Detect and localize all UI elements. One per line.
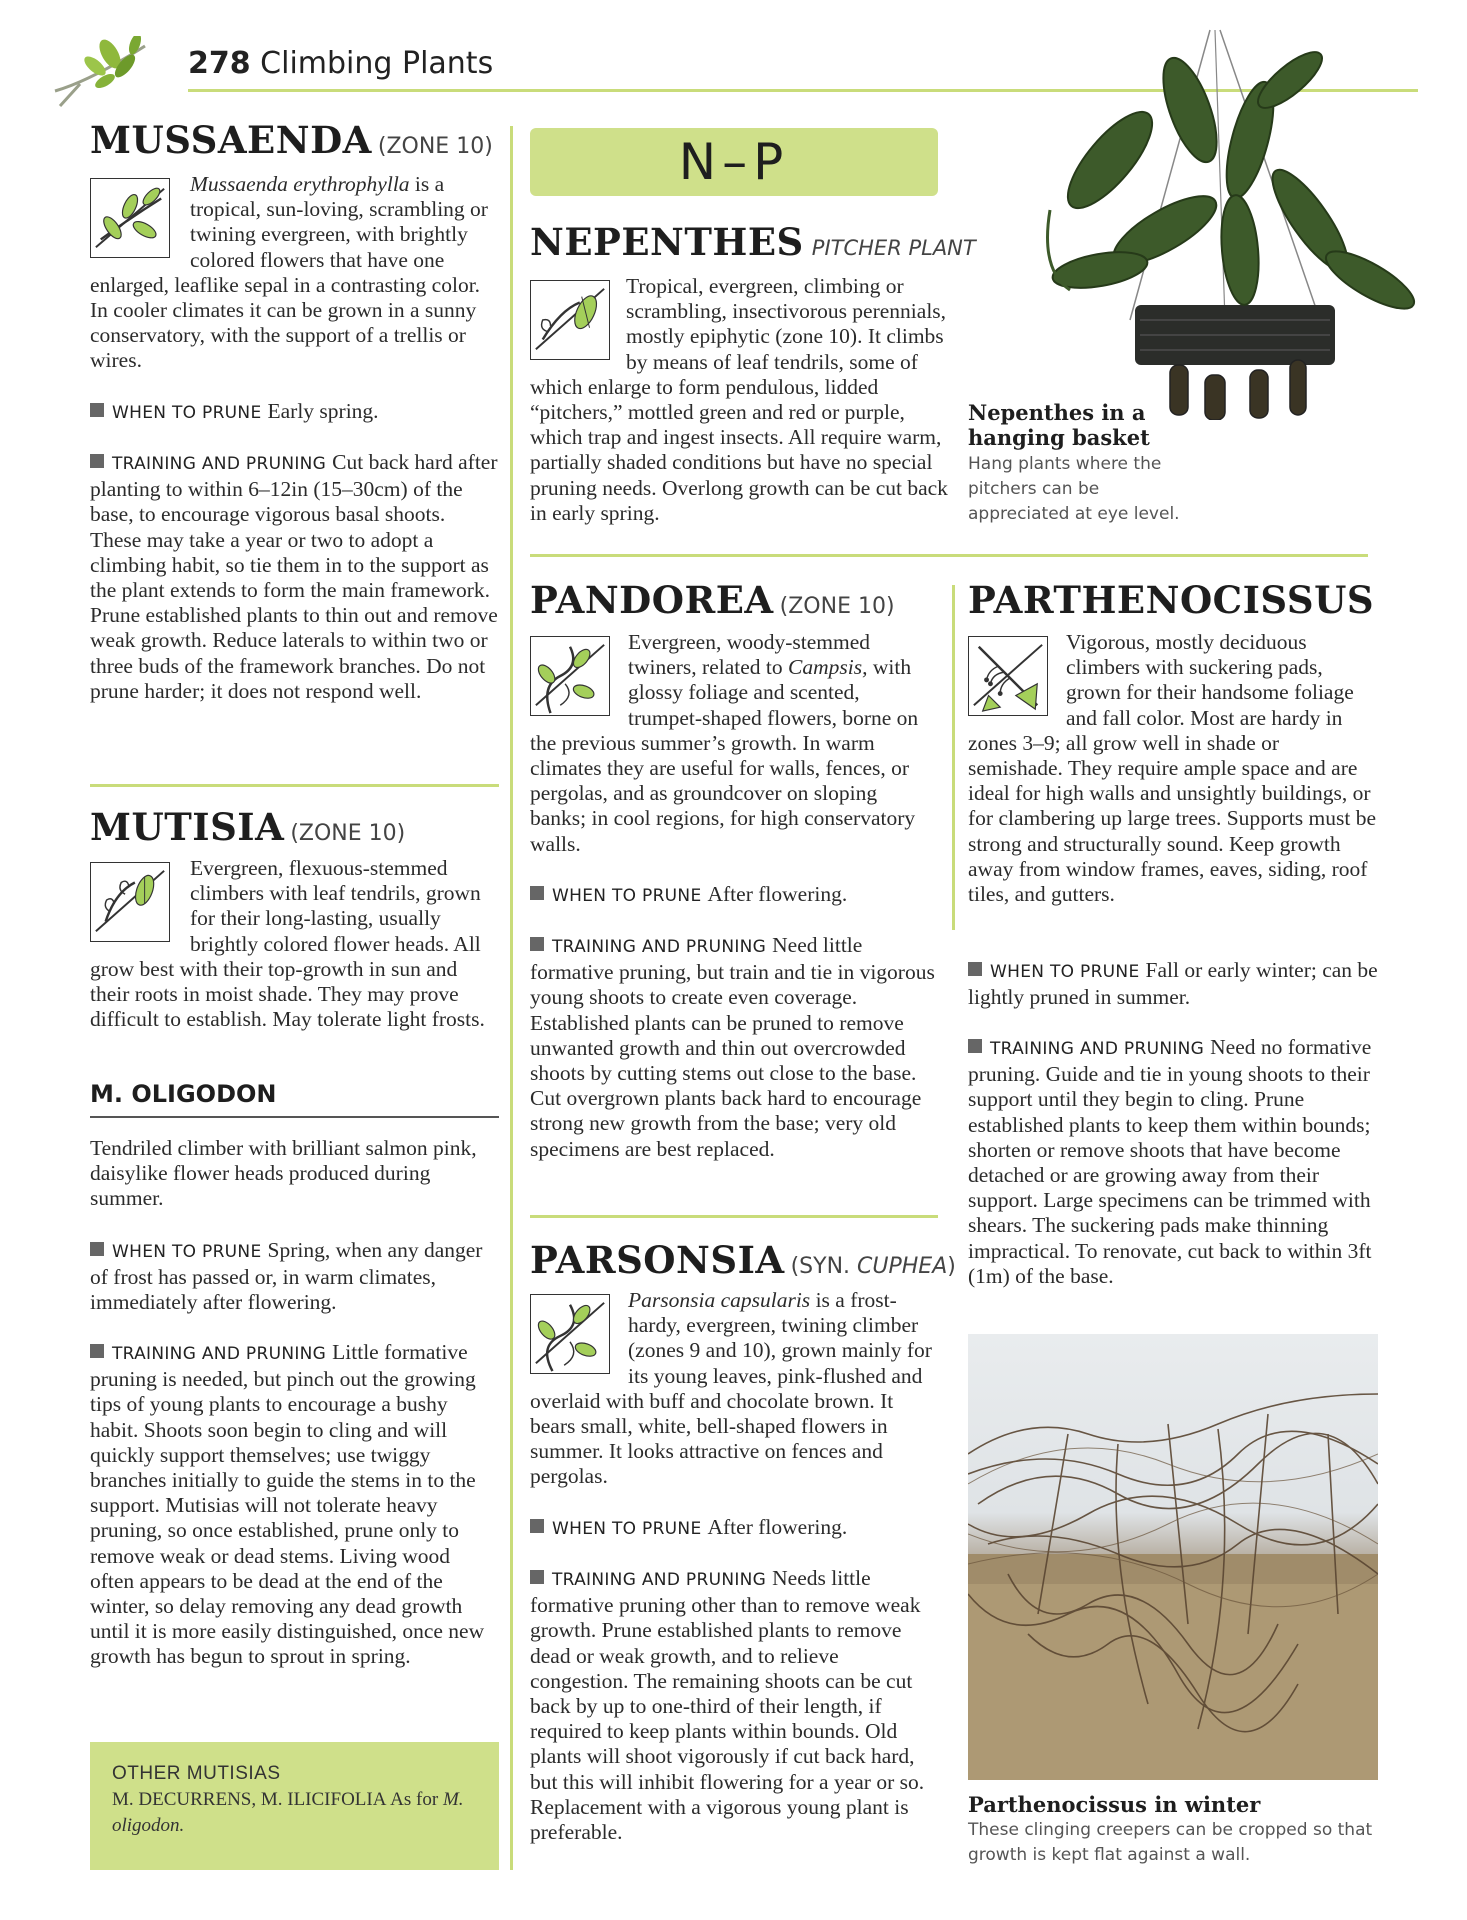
bullet-square-icon: [90, 1344, 104, 1358]
icon-spacer: [530, 274, 626, 358]
bullet-square-icon: [530, 1519, 544, 1533]
parsonsia-when: [530, 1515, 938, 1542]
syn-prefix: (SYN.: [790, 1254, 851, 1279]
parthenocissus-when: [968, 958, 1378, 1010]
training-label: TRAINING AND PRUNING: [112, 454, 327, 474]
entry-zone: (ZONE 10): [779, 594, 895, 619]
section-rule-mussaenda: [90, 784, 499, 787]
intro-italic: Campsis,: [788, 655, 868, 680]
m-oligodon-intro: [90, 1136, 499, 1212]
entry-common-name: PITCHER PLANT: [811, 236, 976, 260]
training-text: Cut back hard after planting to within 6–12in (15–30cm) of the base, to encourage vigorous basal shoots. These may take a year or two to adopt a climbing habit, so tie them in to the support as the plant extends to form the main framework. Prune established plants to thin out and remove weak growth. Reduce laterals to within two or three buds of the framework branches. Do not prune harder; it does not respond well.: [90, 450, 498, 703]
mussaenda-intro: [90, 172, 499, 374]
mussaenda-training: [90, 450, 499, 704]
bullet-square-icon: [530, 886, 544, 900]
mussaenda-when: [90, 399, 499, 426]
entry-title-mussaenda: [90, 118, 493, 162]
icon-spacer: [968, 630, 1066, 716]
when-label: WHEN TO PRUNE: [990, 962, 1140, 982]
training-label: TRAINING AND PRUNING: [552, 937, 767, 957]
entry-name: PARSONSIA: [530, 1238, 785, 1282]
pandorea-when: [530, 882, 938, 909]
training-text: Need no formative pruning. Guide and tie in young shoots to their support until they begin to cling. Prune established plants to keep them within bounds; shorten or remove shoots that have become detached or are growing away from their support. Large specimens can be trimmed with shears. The suckering pads make thinning impractical. To renovate, cut back to within 3ft (1m) of the base.: [968, 1035, 1372, 1288]
when-label: WHEN TO PRUNE: [112, 403, 262, 423]
training-label: TRAINING AND PRUNING: [112, 1344, 327, 1364]
other-as-for: As for: [390, 1789, 439, 1810]
nepenthes-intro: [530, 274, 962, 526]
botanical-name: Parsonsia capsularis: [628, 1288, 811, 1312]
bullet-square-icon: [530, 937, 544, 951]
training-label: TRAINING AND PRUNING: [552, 1570, 767, 1590]
other-mutisias-title: OTHER MUTISIAS: [112, 1763, 281, 1784]
when-label: WHEN TO PRUNE: [552, 1519, 702, 1539]
page-header-text: [188, 46, 493, 81]
parthenocissus-intro: [968, 630, 1378, 907]
when-text: Early spring.: [267, 399, 379, 423]
parthenocissus-caption-title: Parthenocissus in winter: [968, 1792, 1261, 1817]
entry-title-mutisia: [90, 805, 405, 849]
sub-intro-text: Tendriled climber with brilliant salmon pink, daisylike flower heads produced during summer.: [90, 1136, 477, 1211]
entry-name: PARTHENOCISSUS: [968, 578, 1375, 622]
icon-spacer: [530, 630, 628, 716]
alphabet-section-banner: [530, 128, 938, 196]
parthenocissus-caption-text: These clinging creepers can be cropped so that growth is kept flat against a wall.: [968, 1820, 1373, 1865]
intro-text: Tropical, evergreen, climbing or scrambling, insectivorous perennials, mostly epiphytic (zone 10). It climbs by means of leaf tendrils, some of which enlarge to form pendulous, lidded “pitchers,” mottled green and red or purple, which trap and ingest insects. All require warm, partially shaded conditions but have no special pruning needs. Overlong growth can be cut back in early spring.: [530, 274, 948, 525]
other-species-names: M. DECURRENS, M. ILICIFOLIA: [112, 1789, 387, 1810]
when-text: Fall or early winter; can be lightly pruned in summer.: [968, 958, 1378, 1010]
entry-zone: (ZONE 10): [377, 134, 493, 159]
nepenthes-hanging-basket-photo: [990, 20, 1430, 420]
entry-synonym: [791, 1254, 956, 1279]
parsonsia-intro: [530, 1288, 938, 1490]
bullet-square-icon: [90, 454, 104, 468]
icon-spacer: [90, 856, 190, 942]
syn-suffix: ): [947, 1254, 956, 1279]
training-text: Needs little formative pruning other than to remove weak growth. Prune established plants to remove dead or weak growth, and to relieve congestion. The remaining shoots can be cut back by up to one-third of their length, if required to keep plants within bounds. Old plants will shoot vigorously if cut back hard, but this will inhibit flowering for a year or so. Replacement with a vigorous young plant is preferable.: [530, 1566, 925, 1845]
syn-name: CUPHEA: [857, 1254, 948, 1279]
section-title: Climbing Plants: [260, 46, 494, 81]
bullet-square-icon: [530, 1570, 544, 1584]
nepenthes-caption-title: Nepenthes in a hanging basket: [968, 400, 1150, 450]
bullet-square-icon: [90, 403, 104, 417]
when-text: Spring, when any danger of frost has passed or, in warm climates, immediately after flowering.: [90, 1238, 483, 1315]
entry-zone: (ZONE 10): [290, 821, 406, 846]
other-mutisias-text: [112, 1787, 477, 1839]
when-text: After flowering.: [707, 1515, 848, 1539]
botanical-name: Mussaenda erythrophylla: [190, 172, 410, 196]
training-label: TRAINING AND PRUNING: [990, 1039, 1205, 1059]
subentry-rule: [90, 1116, 499, 1118]
intro-text: is a tropical, sun-loving, scrambling or twining evergreen, with brightly colored flowers that have one enlarged, leaflike sepal in a contrasting color. In cooler climates it can be grown in a sunny conservatory, with the support of a trellis or wires.: [90, 172, 488, 373]
pandorea-intro: [530, 630, 938, 857]
bullet-square-icon: [968, 962, 982, 976]
mutisia-intro: [90, 856, 499, 1032]
entry-title-parsonsia: [530, 1238, 956, 1282]
pandorea-training: [530, 933, 938, 1162]
when-text: After flowering.: [707, 882, 848, 906]
banner-letters: N–P: [678, 133, 790, 191]
parthenocissus-winter-photo: [968, 1334, 1378, 1780]
intro-text-b: with glossy foliage and scented, trumpet-shaped flowers, borne on the previous summer’s growth. In warm climates they are useful for walls, fences, or pergolas, and as groundcover on sloping banks; in cool regions, for high conservatory walls.: [530, 655, 919, 856]
parthenocissus-training: [968, 1035, 1378, 1289]
subentry-title-m-oligodon: M. OLIGODON: [90, 1080, 277, 1108]
when-label: WHEN TO PRUNE: [112, 1242, 262, 1262]
entry-name: MUSSAENDA: [90, 118, 372, 162]
column-divider-left: [510, 126, 513, 1870]
entry-title-parthenocissus: [968, 578, 1374, 622]
icon-spacer: [530, 1288, 628, 1374]
section-rule-pandorea: [530, 1215, 938, 1218]
entry-name: MUTISIA: [90, 805, 285, 849]
other-mutisias-box: [90, 1742, 499, 1870]
other-reference: M. oligodon.: [112, 1789, 464, 1836]
mutisia-when: [90, 1238, 499, 1316]
when-label: WHEN TO PRUNE: [552, 886, 702, 906]
entry-title-pandorea: [530, 578, 895, 622]
intro-text: is a frost-hardy, evergreen, twining climber (zones 9 and 10), grown mainly for its young leaves, pink-flushed and overlaid with buff and chocolate brown. It bears small, white, bell-shaped flowers in summer. It looks attractive on fences and pergolas.: [530, 1288, 932, 1489]
icon-spacer: [90, 172, 190, 258]
bullet-square-icon: [90, 1242, 104, 1256]
intro-text-a: Evergreen, woody-stemmed twiners, related to: [628, 630, 871, 680]
parsonsia-training: [530, 1566, 938, 1845]
entry-name: PANDOREA: [530, 578, 774, 622]
training-text: Little formative pruning is needed, but pinch out the growing tips of young plants to encourage a bushy habit. Shoots soon begin to cling and will quickly support themselves; use twiggy branches initially to guide the stems in to the support. Mutisias will not tolerate heavy pruning, so once established, prune only to remove weak or dead stems. Living wood often appears to be dead at the end of the winter, so delay removing any dead growth until it is more easily distinguished, once new growth has begun to sprout in spring.: [90, 1340, 485, 1669]
training-text: Need little formative pruning, but train and tie in vigorous young shoots to create even coverage. Established plants can be pruned to remove unwanted growth and thin out overcrowded shoots by cutting stems out close to the base. Cut overgrown plants back hard to encourage strong new growth from the base; very old specimens are best replaced.: [530, 933, 935, 1161]
entry-title-nepenthes: [530, 220, 976, 264]
bullet-square-icon: [968, 1039, 982, 1053]
mutisia-training: [90, 1340, 499, 1670]
intro-text: Vigorous, mostly deciduous climbers with suckering pads, grown for their handsome foliage and fall color. Most are hardy in zones 3–9; all grow well in shade or semishade. They require ample space and are ideal for high walls and unsightly buildings, or for clambering up large trees. Supports must be strong and structurally sound. Keep growth away from window frames, eaves, siding, roof tiles, and gutters.: [968, 630, 1377, 907]
entry-name: NEPENTHES: [530, 220, 804, 264]
nepenthes-caption-text: Hang plants where the pitchers can be appreciated at eye level.: [968, 454, 1180, 524]
page-number: 278: [188, 46, 251, 81]
section-rule-nepenthes: [530, 554, 1368, 557]
leaf-sprig-icon: [50, 36, 150, 116]
column-divider-right: [952, 585, 955, 930]
intro-text: Evergreen, flexuous-stemmed climbers with leaf tendrils, grown for their long-lasting, usually brightly colored flower heads. All grow best with their top-growth in sun and their roots in moist shade. They may prove difficult to establish. May tolerate light frosts.: [90, 856, 485, 1032]
